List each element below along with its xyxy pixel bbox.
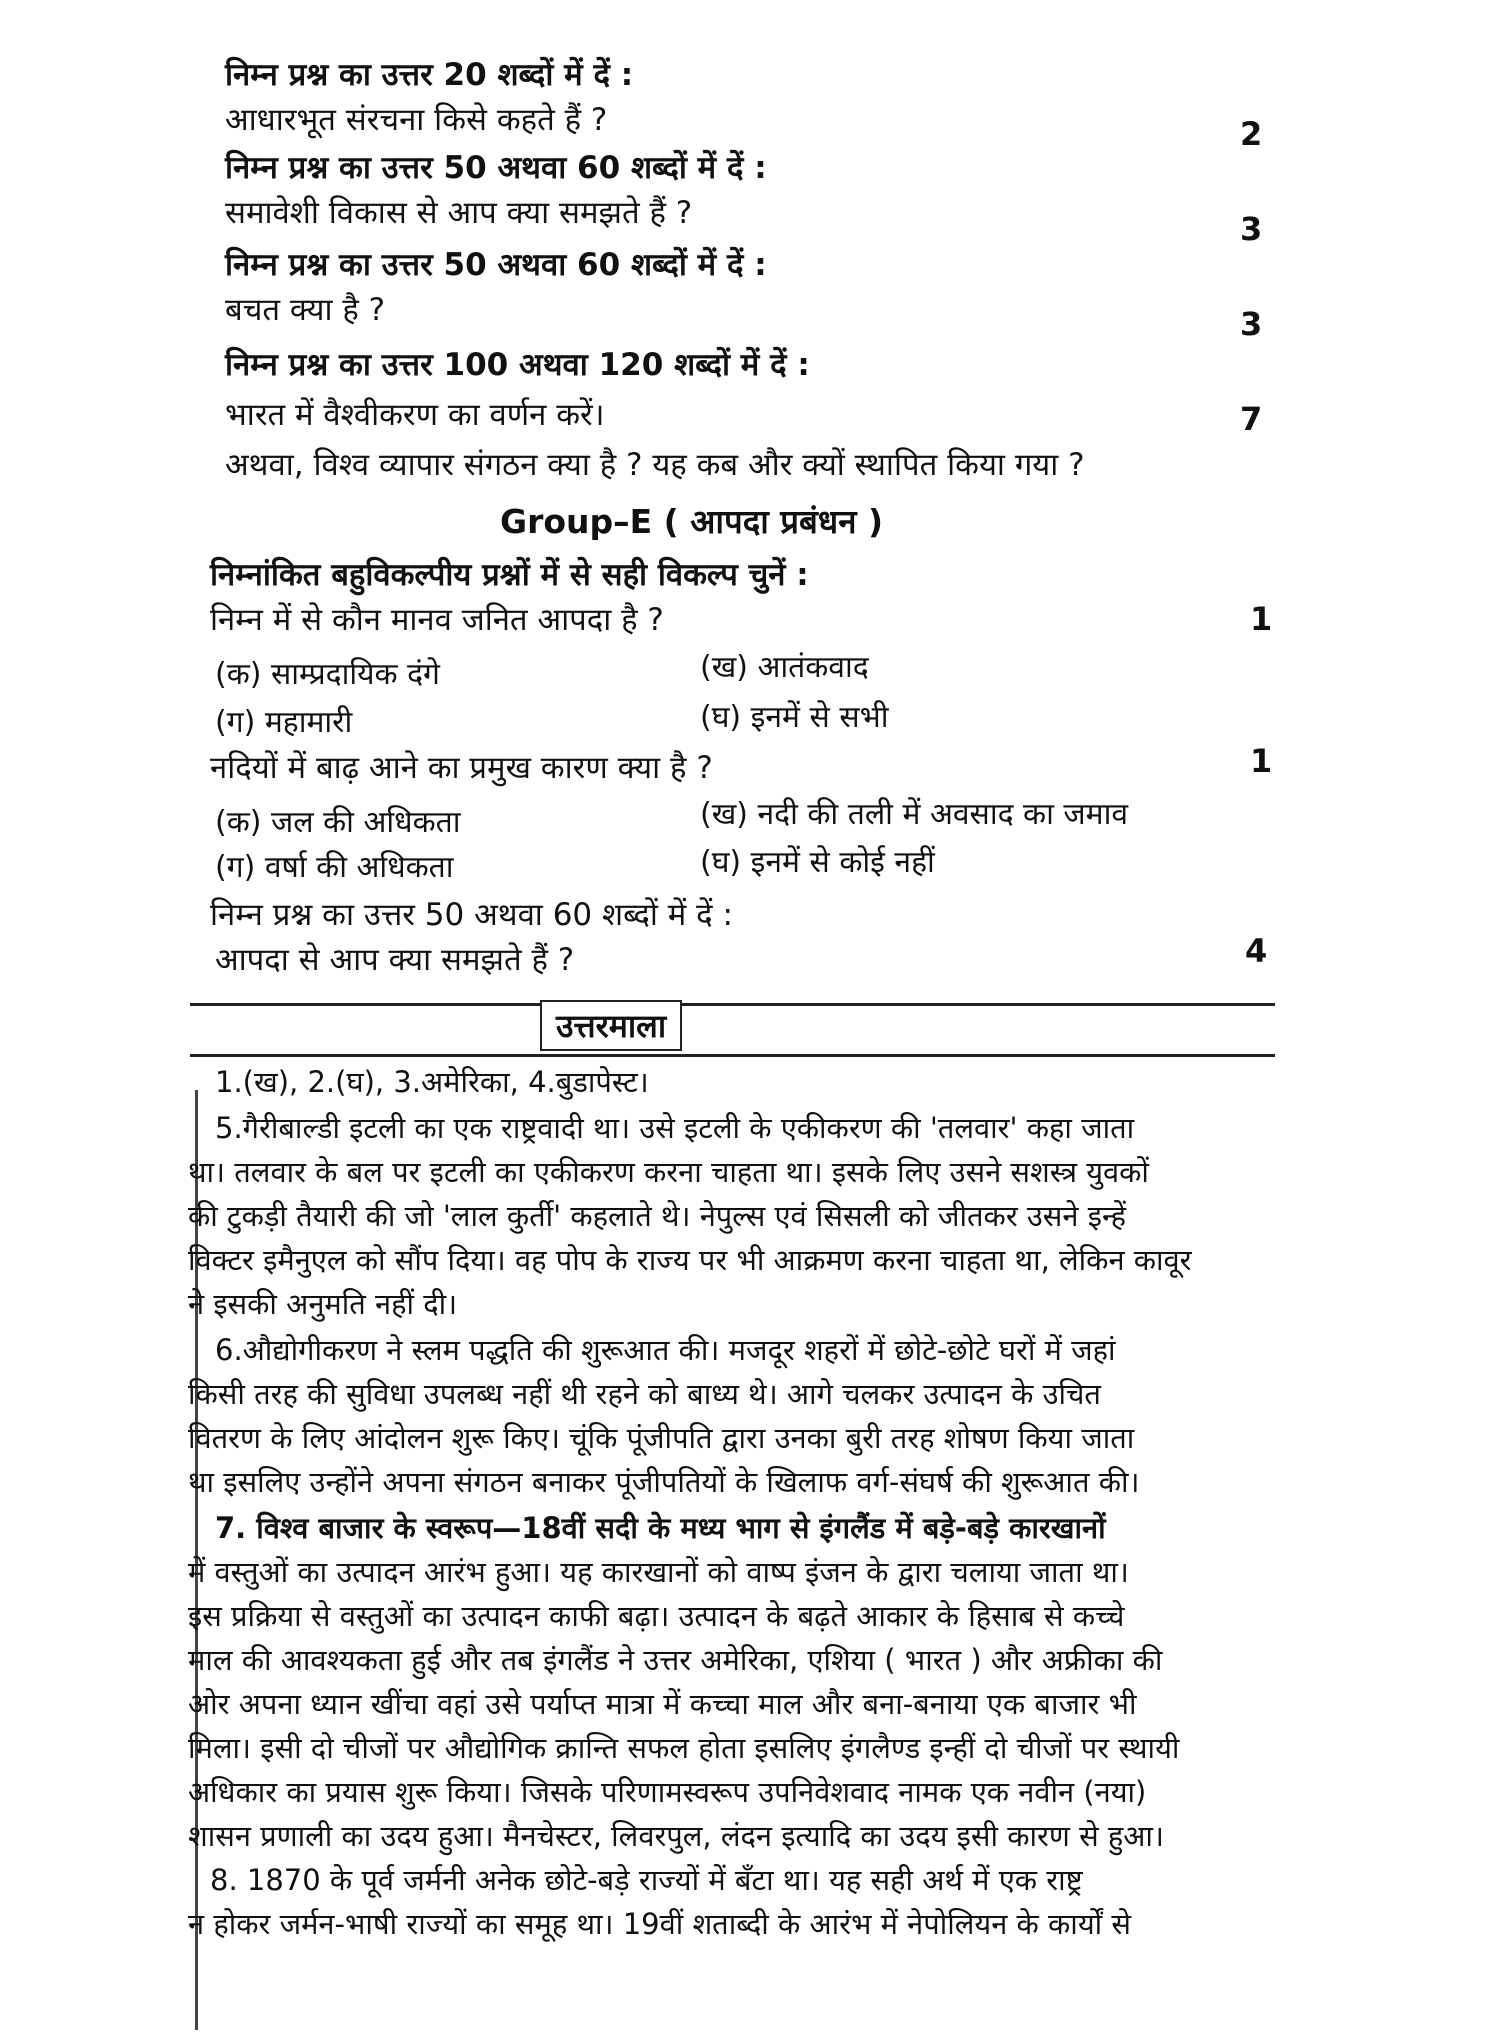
- mcq-instruction: निम्नांकित बहुविकल्पीय प्रश्नों में से सही विकल्प चुनें :: [210, 557, 809, 593]
- answer-line: ने इसकी अनुमति नहीं दी।: [188, 1287, 458, 1321]
- answer-line: 5.गैरीबाल्डी इटली का एक राष्ट्रवादी था। उसे इटली के एकीकरण की 'तलवार' कहा जाता: [215, 1111, 1135, 1145]
- marks: 7: [1240, 400, 1263, 438]
- question-text: भारत में वैश्वीकरण का वर्णन करें।: [225, 397, 605, 433]
- answer-line: था। तलवार के बल पर इटली का एकीकरण करना चाहता था। इसके लिए उसने सशस्त्र युवकों: [188, 1155, 1149, 1189]
- question-text: आधारभूत संरचना किसे कहते हैं ?: [225, 102, 608, 138]
- answer-line: किसी तरह की सुविधा उपलब्ध नहीं थी रहने को बाध्य थे। आगे चलकर उत्पादन के उचित: [188, 1377, 1101, 1411]
- marks: 2: [1240, 115, 1263, 153]
- answer-line: शासन प्रणाली का उदय हुआ। मैनचेस्टर, लिवरपुल, लंदन इत्यादि का उदय इसी कारण से हुआ।: [188, 1819, 1164, 1853]
- question-instruction: निम्न प्रश्न का उत्तर 20 शब्दों में दें :: [225, 57, 634, 93]
- mcq-option: (ख) आतंकवाद: [700, 650, 869, 685]
- answer-line: वितरण के लिए आंदोलन शुरू किए। चूंकि पूंजीपति द्वारा उनका बुरी तरह शोषण किया जाता: [188, 1421, 1135, 1455]
- marks: 1: [1250, 600, 1273, 638]
- group-title: Group–E ( आपदा प्रबंधन ): [500, 502, 884, 541]
- mcq-question: निम्न में से कौन मानव जनित आपदा है ?: [210, 602, 664, 638]
- mcq-option: (ख) नदी की तली में अवसाद का जमाव: [700, 797, 1129, 832]
- answer-line: माल की आवश्यकता हुई और तब इंगलैंड ने उत्तर अमेरिका, एशिया ( भारत ) और अफ्रीका की: [188, 1643, 1163, 1677]
- answer-line: इस प्रक्रिया से वस्तुओं का उत्पादन काफी बढ़ा। उत्पादन के बढ़ते आकार के हिसाब से कच्चे: [188, 1599, 1125, 1633]
- answer-line: मिला। इसी दो चीजों पर औद्योगिक क्रान्ति सफल होता इसलिए इंगलैण्ड इन्हीं दो चीजों पर स्थायी: [188, 1731, 1180, 1765]
- answer-line: 6.औद्योगीकरण ने स्लम पद्धति की शुरूआत की। मजदूर शहरों में छोटे-छोटे घरों में जहां: [215, 1333, 1116, 1367]
- question-text: आपदा से आप क्या समझते हैं ?: [215, 942, 575, 978]
- marks: 3: [1240, 305, 1263, 343]
- mcq-option: (क) जल की अधिकता: [215, 805, 461, 840]
- answer-line: न होकर जर्मन-भाषी राज्यों का समूह था। 19वीं शताब्दी के आरंभ में नेपोलियन के कार्यों से: [188, 1907, 1131, 1941]
- answer-line: था इसलिए उन्होंने अपना संगठन बनाकर पूंजीपतियों के खिलाफ वर्ग-संघर्ष की शुरूआत की।: [188, 1465, 1140, 1499]
- answer-line: 7. विश्व बाजार के स्वरूप—18वीं सदी के मध्य भाग से इंगलैंड में बड़े-बड़े कारखानों: [215, 1511, 1106, 1545]
- question-instruction: निम्न प्रश्न का उत्तर 50 अथवा 60 शब्दों में दें :: [225, 150, 767, 186]
- answer-line: की टुकड़ी तैयारी की जो 'लाल कुर्ती' कहलाते थे। नेपुल्स एवं सिसली को जीतकर उसने इन्हें: [188, 1199, 1127, 1233]
- mcq-option: (ग) महामारी: [215, 705, 353, 740]
- answer-line: विक्टर इमैनुएल को सौंप दिया। वह पोप के राज्य पर भी आक्रमण करना चाहता था, लेकिन कावूर: [188, 1243, 1192, 1277]
- answer-line: में वस्तुओं का उत्पादन आरंभ हुआ। यह कारखानों को वाष्प इंजन के द्वारा चलाया जाता था।: [188, 1555, 1129, 1589]
- question-text: बचत क्या है ?: [225, 292, 386, 328]
- mcq-option: (ग) वर्षा की अधिकता: [215, 850, 454, 885]
- question-instruction: निम्न प्रश्न का उत्तर 100 अथवा 120 शब्दों में दें :: [225, 347, 810, 383]
- question-text: समावेशी विकास से आप क्या समझते हैं ?: [225, 195, 693, 231]
- answer-line: अधिकार का प्रयास शुरू किया। जिसके परिणामस्वरूप उपनिवेशवाद नामक एक नवीन (नया): [188, 1775, 1147, 1809]
- marks: 1: [1250, 742, 1273, 780]
- mcq-option: (क) साम्प्रदायिक दंगे: [215, 657, 440, 692]
- marks: 4: [1245, 932, 1268, 970]
- answer-banner: [190, 1003, 1275, 1057]
- mcq-option: (घ) इनमें से कोई नहीं: [700, 845, 935, 880]
- mcq-question: नदियों में बाढ़ आने का प्रमुख कारण क्या है ?: [210, 750, 713, 786]
- or-question: अथवा, विश्व व्यापार संगठन क्या है ? यह कब और क्यों स्थापित किया गया ?: [225, 447, 1085, 483]
- answer-line: 8. 1870 के पूर्व जर्मनी अनेक छोटे-बड़े राज्यों में बँटा था। यह सही अर्थ में एक राष्ट्र: [210, 1863, 1083, 1897]
- mcq-option: (घ) इनमें से सभी: [700, 700, 889, 735]
- answer-title: उत्तरमाला: [540, 1000, 682, 1051]
- question-instruction: निम्न प्रश्न का उत्तर 50 अथवा 60 शब्दों में दें :: [225, 247, 767, 283]
- answer-line: ओर अपना ध्यान खींचा वहां उसे पर्याप्त मात्रा में कच्चा माल और बना-बनाया एक बाजार भी: [188, 1687, 1137, 1721]
- marks: 3: [1240, 210, 1263, 248]
- answer-line: 1.(ख), 2.(घ), 3.अमेरिका, 4.बुडापेस्ट।: [215, 1065, 649, 1099]
- question-instruction: निम्न प्रश्न का उत्तर 50 अथवा 60 शब्दों में दें :: [210, 897, 733, 933]
